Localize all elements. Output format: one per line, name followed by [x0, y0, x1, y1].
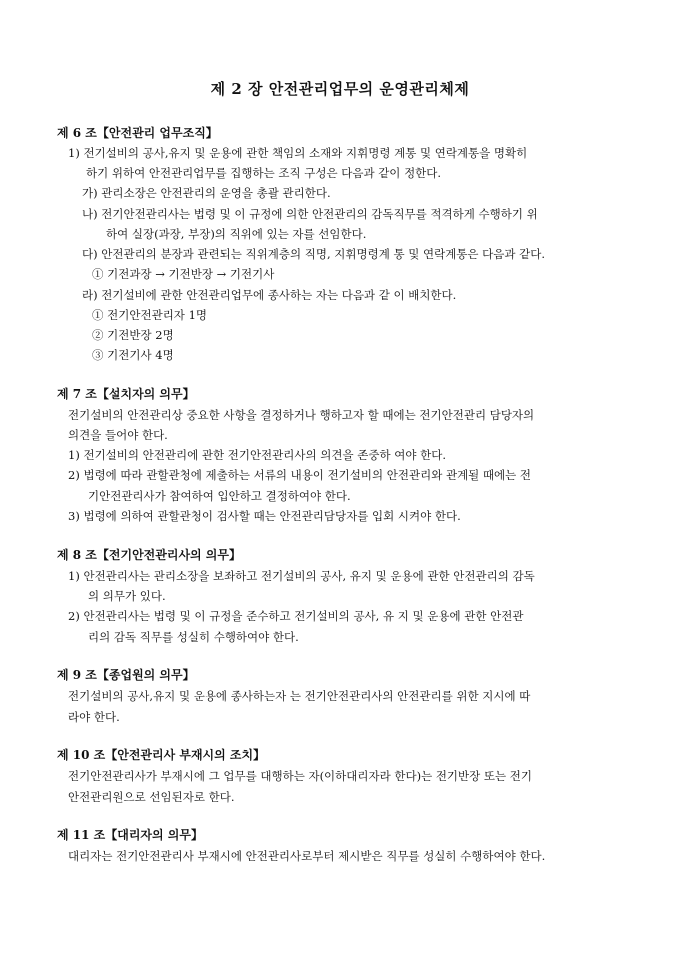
article-6-line: ② 기전반장 2명 [92, 328, 174, 342]
article-8-line: 2) 안전관리사는 법령 및 이 규정을 준수하고 전기설비의 공사, 유 지 및 운용에 관한 안전관 [68, 609, 524, 623]
article-6-line: ③ 기전기사 4명 [92, 348, 174, 362]
article-11-line: 대리자는 전기안전관리사 부재시에 안전관리사로부터 제시받은 직무를 성실히 수행하여야 한다. [68, 849, 546, 863]
article-8-line: 의 의무가 있다. [88, 589, 166, 603]
article-11-heading: 제 11 조【대리자의 의무】 [57, 828, 203, 842]
article-7-line: 의견을 들어야 한다. [68, 428, 168, 442]
article-7-line: 3) 법령에 의하여 관할관청이 검사할 때는 안전관리담당자를 입회 시켜야 한다. [68, 509, 461, 523]
article-6-line: 1) 전기설비의 공사,유지 및 운용에 관한 책임의 소재와 지휘명령 계통 및 연락계통을 명확히 [68, 146, 528, 160]
article-6-line: 나) 전기안전관리사는 법령 및 이 규정에 의한 안전관리의 감독직무를 적격하게 수행하기 위 [82, 207, 538, 221]
article-6-line: 하여 실장(과장, 부장)의 직위에 있는 자를 선임한다. [106, 227, 367, 241]
article-9-heading: 제 9 조【종업원의 의무】 [57, 668, 195, 682]
article-7-heading: 제 7 조【설치자의 의무】 [57, 387, 195, 401]
article-10-line: 안전관리원으로 선임된자로 한다. [68, 790, 235, 804]
article-6-line: 가) 관리소장은 안전관리의 운영을 총괄 관리한다. [82, 186, 331, 200]
article-8-line: 1) 안전관리사는 관리소장을 보좌하고 전기설비의 공사, 유지 및 운용에 관한 안전관리의 감독 [68, 569, 535, 583]
article-6-line: ① 전기안전관리자 1명 [92, 308, 207, 322]
article-9-line: 라야 한다. [68, 710, 120, 724]
article-9-line: 전기설비의 공사,유지 및 운용에 종사하는자 는 전기안전관리사의 안전관리를 위한 지시에 따 [68, 689, 531, 703]
article-6-line: 다) 안전관리의 분장과 관련되는 직위계층의 직명, 지휘명령계 통 및 연락계통은 다음과 같다. [82, 247, 546, 261]
article-6-line: 하기 위하여 안전관리업무를 집행하는 조직 구성은 다음과 같이 정한다. [86, 166, 442, 180]
article-6-line: ① 기전과장 → 기전반장 → 기전기사 [92, 267, 275, 281]
article-7-line: 1) 전기설비의 안전관리에 관한 전기안전관리사의 의견을 존중하 여야 한다. [68, 448, 446, 462]
chapter-title: 제 2 장 안전관리업무의 운영관리체제 [210, 80, 470, 98]
article-10-line: 전기안전관리사가 부재시에 그 업무를 대행하는 자(이하대리자라 한다)는 전기반장 또는 전기 [68, 769, 533, 783]
article-10-heading: 제 10 조【안전관리사 부재시의 조치】 [57, 748, 266, 762]
article-6-line: 라) 전기설비에 관한 안전관리업무에 종사하는 자는 다음과 같 이 배치한다. [82, 288, 457, 302]
article-8-heading: 제 8 조【전기안전관리사의 의무】 [57, 548, 241, 562]
article-7-line: 기안전관리사가 참여하여 입안하고 결정하여야 한다. [88, 489, 351, 503]
article-7-line: 2) 법령에 따라 관할관청에 제출하는 서류의 내용이 전기설비의 안전관리와 관계될 때에는 전 [68, 468, 532, 482]
article-8-line: 리의 감독 직무를 성실히 수행하여야 한다. [88, 630, 299, 644]
article-6-heading: 제 6 조【안전관리 업무조직】 [57, 126, 218, 140]
article-7-line: 전기설비의 안전관리상 중요한 사항을 결정하거나 행하고자 할 때에는 전기안전관리 담당자의 [68, 408, 535, 422]
